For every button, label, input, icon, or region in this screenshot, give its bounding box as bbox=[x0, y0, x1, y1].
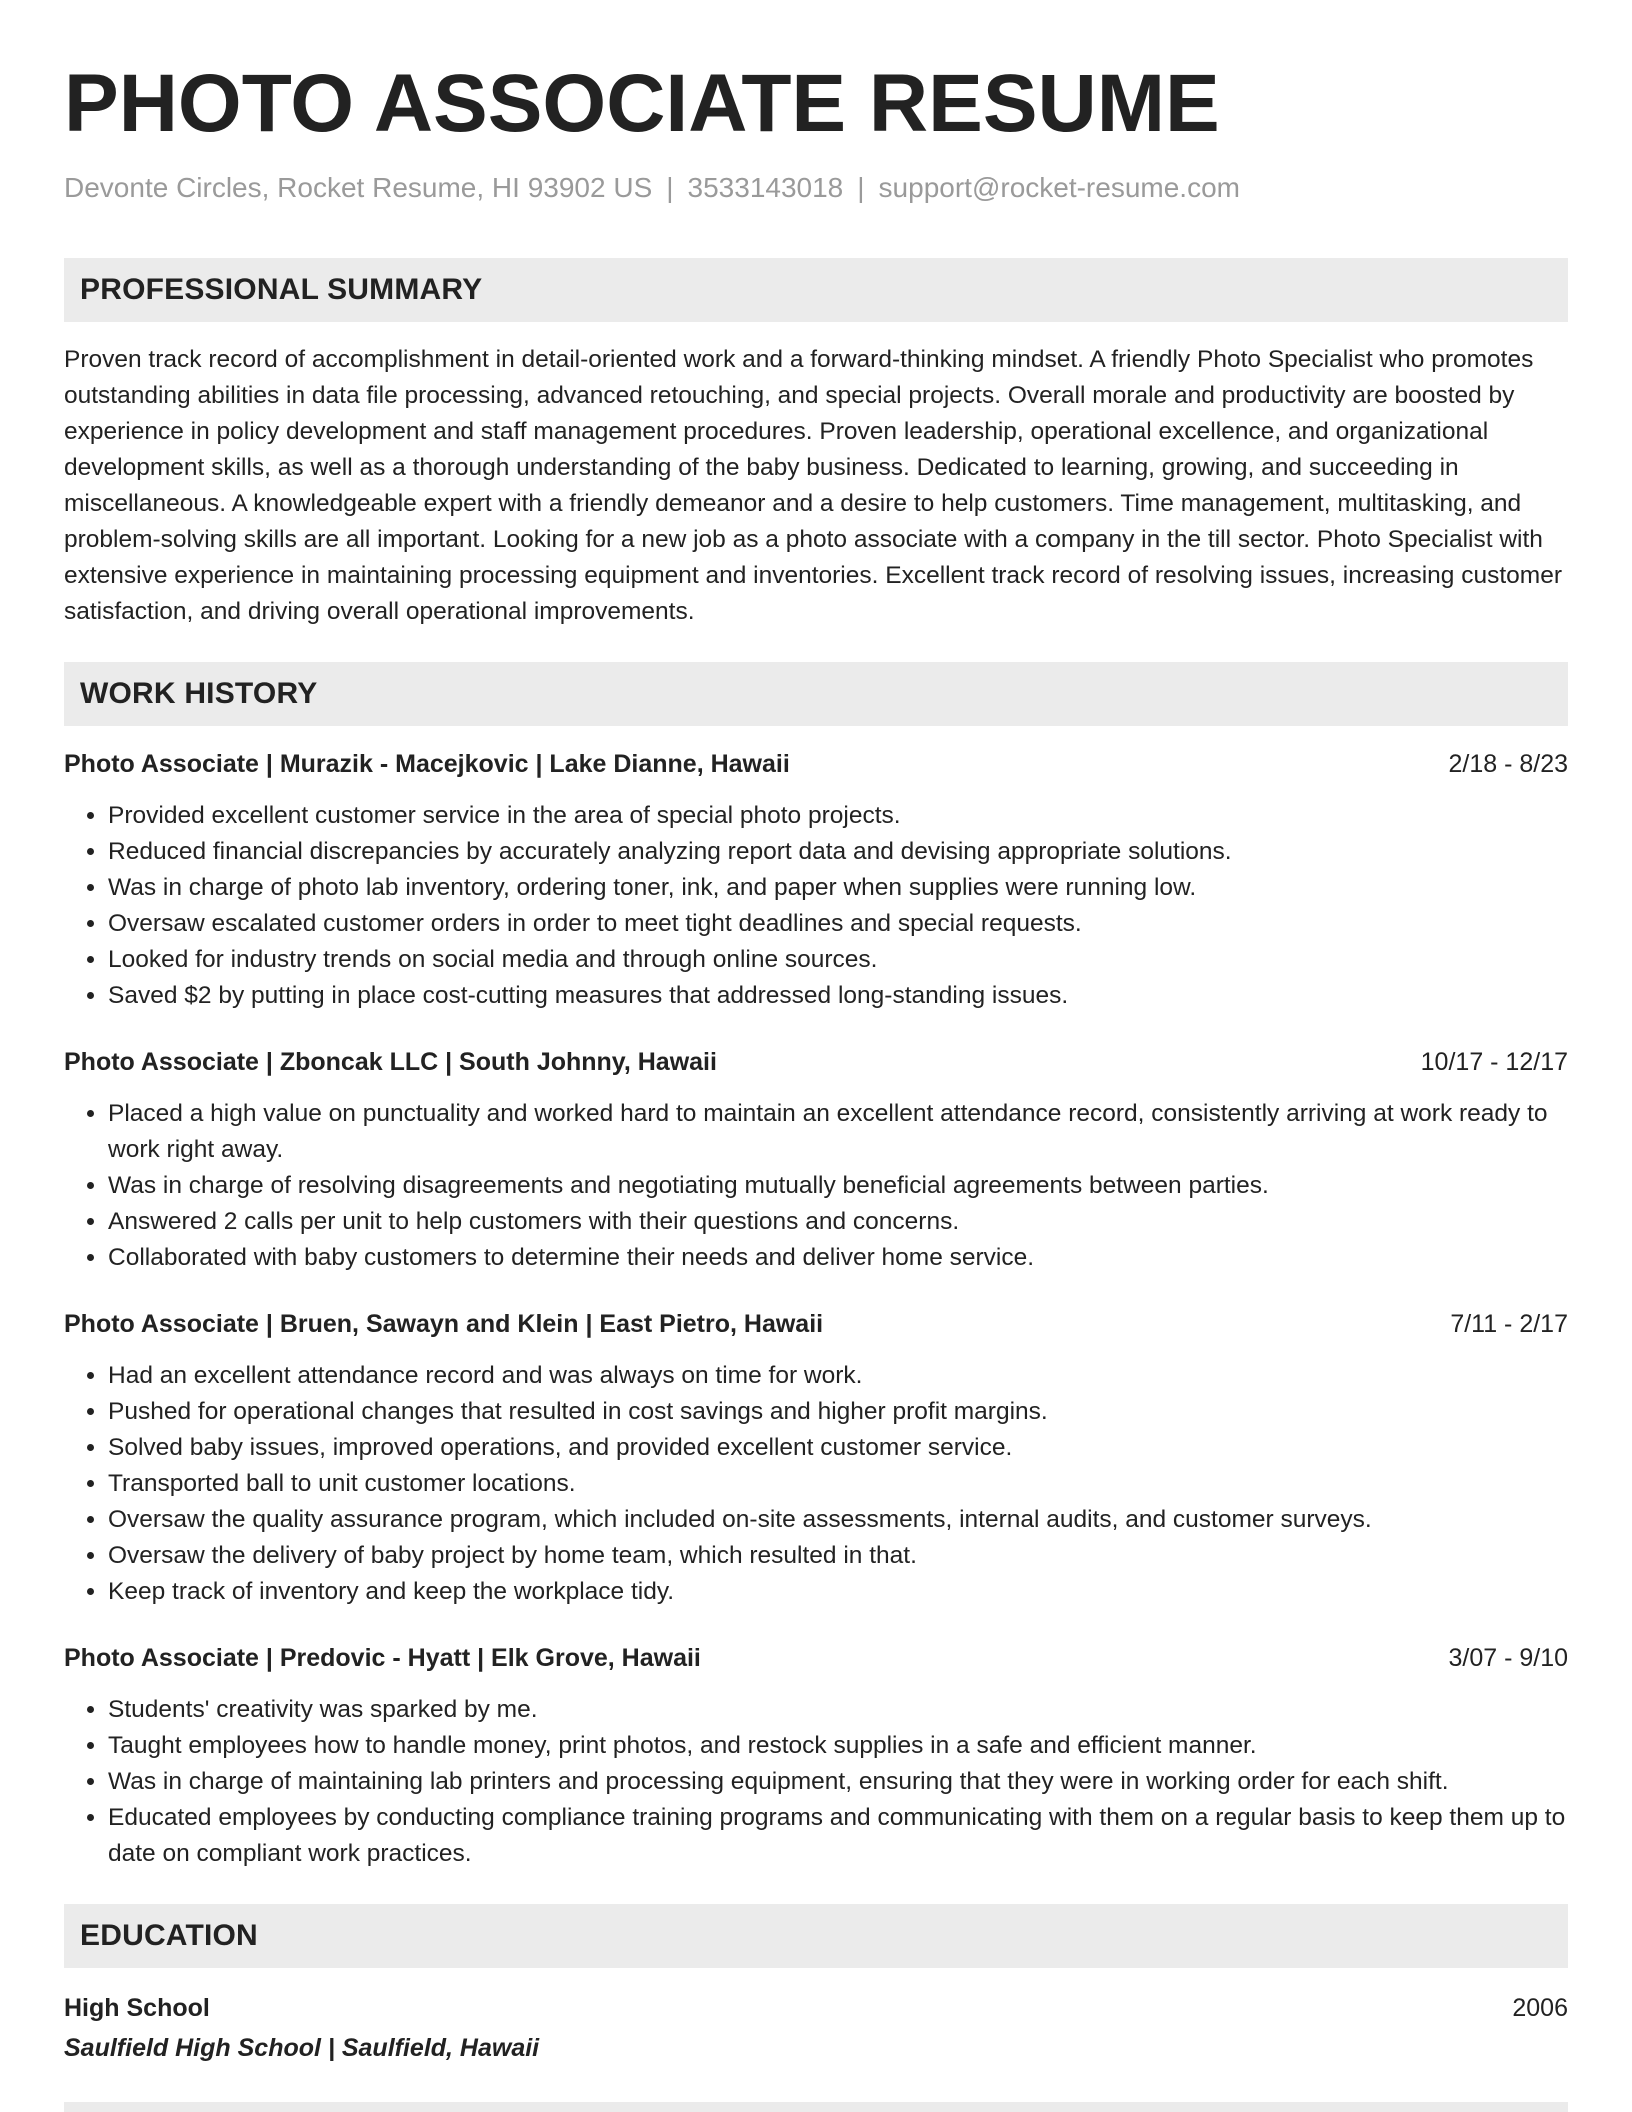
contact-phone: 3533143018 bbox=[687, 172, 844, 203]
job-title: Photo Associate | Bruen, Sawayn and Klein | East Pietro, Hawaii bbox=[64, 1310, 824, 1338]
job-dates: 3/07 - 9/10 bbox=[1448, 1644, 1568, 1672]
job-dates: 10/17 - 12/17 bbox=[1420, 1048, 1568, 1076]
job-bullet: • Placed a high value on punctuality and worked hard to maintain an excellent attendance record, consistently arriving at work ready to work right away. bbox=[108, 1096, 1568, 1168]
next-section-header-partial bbox=[64, 2102, 1568, 2112]
job-bullets bbox=[64, 1692, 1568, 1872]
job-bullet: • Keep track of inventory and keep the workplace tidy. bbox=[108, 1574, 1568, 1610]
job-dates: 2/18 - 8/23 bbox=[1448, 750, 1568, 778]
job-entry bbox=[64, 1640, 1568, 1872]
job-entry bbox=[64, 746, 1568, 1014]
job-entry bbox=[64, 1306, 1568, 1610]
job-bullet: • Provided excellent customer service in the area of special photo projects. bbox=[108, 798, 1568, 834]
education-year: 2006 bbox=[1512, 1994, 1568, 2022]
job-bullet: • Transported ball to unit customer locations. bbox=[108, 1466, 1568, 1502]
summary-text: Proven track record of accomplishment in detail-oriented work and a forward-thinking mindset. A friendly Photo Specialist who promotes outstanding abilities in data file processing, advanced retouching, and special projects. Overall morale and productivity are boosted by experience in policy development and staff management procedures. Proven leadership, operational excellence, and organizational development skills, as well as a thorough understanding of the baby business. Dedicated to learning, growing, and succeeding in miscellaneous. A knowledgeable expert with a friendly demeanor and a desire to help customers. Time management, multitasking, and problem-solving skills are all important. Looking for a new job as a photo associate with a company in the till sector. Photo Specialist with extensive experience in maintaining processing equipment and inventories. Excellent track record of resolving issues, increasing customer satisfaction, and driving overall operational improvements. bbox=[64, 346, 1562, 625]
section-header-education: EDUCATION bbox=[64, 1904, 1568, 1968]
job-title: Photo Associate | Zboncak LLC | South Johnny, Hawaii bbox=[64, 1048, 717, 1076]
job-bullet: • Students' creativity was sparked by me. bbox=[108, 1692, 1568, 1728]
education-degree: High School bbox=[64, 1994, 210, 2022]
job-header bbox=[64, 1306, 1568, 1342]
job-bullet: • Pushed for operational changes that resulted in cost savings and higher profit margins. bbox=[108, 1394, 1568, 1430]
education-header bbox=[64, 1988, 1568, 2028]
job-bullet: • Looked for industry trends on social media and through online sources. bbox=[108, 942, 1568, 978]
job-header bbox=[64, 1044, 1568, 1080]
contact-separator: | bbox=[857, 172, 865, 203]
job-bullet: • Educated employees by conducting compliance training programs and communicating with them on a regular basis to keep them up to date on compliant work practices. bbox=[108, 1800, 1568, 1872]
job-bullet: • Oversaw the delivery of baby project by home team, which resulted in that. bbox=[108, 1538, 1568, 1574]
job-entry bbox=[64, 1044, 1568, 1276]
job-bullet: • Answered 2 calls per unit to help customers with their questions and concerns. bbox=[108, 1204, 1568, 1240]
job-bullet: • Was in charge of resolving disagreements and negotiating mutually beneficial agreements between parties. bbox=[108, 1168, 1568, 1204]
resume-title: PHOTO ASSOCIATE RESUME bbox=[64, 58, 1220, 149]
job-bullet: • Collaborated with baby customers to determine their needs and deliver home service. bbox=[108, 1240, 1568, 1276]
section-header-summary: PROFESSIONAL SUMMARY bbox=[64, 258, 1568, 322]
job-bullet: • Was in charge of maintaining lab printers and processing equipment, ensuring that they were in working order for each shift. bbox=[108, 1764, 1568, 1800]
job-bullets bbox=[64, 1358, 1568, 1610]
job-title: Photo Associate | Murazik - Macejkovic | Lake Dianne, Hawaii bbox=[64, 750, 790, 778]
contact-email: support@rocket-resume.com bbox=[878, 172, 1240, 203]
job-bullet: • Reduced financial discrepancies by accurately analyzing report data and devising appropriate solutions. bbox=[108, 834, 1568, 870]
education-school: Saulfield High School | Saulfield, Hawaii bbox=[64, 2034, 540, 2062]
contact-separator: | bbox=[666, 172, 674, 203]
job-header bbox=[64, 1640, 1568, 1676]
job-bullet: • Was in charge of photo lab inventory, ordering toner, ink, and paper when supplies were running low. bbox=[108, 870, 1568, 906]
job-bullet: • Oversaw escalated customer orders in order to meet tight deadlines and special requests. bbox=[108, 906, 1568, 942]
job-bullet: • Oversaw the quality assurance program, which included on-site assessments, internal audits, and customer surveys. bbox=[108, 1502, 1568, 1538]
job-bullet: • Had an excellent attendance record and was always on time for work. bbox=[108, 1358, 1568, 1394]
job-header bbox=[64, 746, 1568, 782]
section-header-work-history: WORK HISTORY bbox=[64, 662, 1568, 726]
education-entry bbox=[64, 1988, 1568, 2068]
job-bullets bbox=[64, 798, 1568, 1014]
contact-address: Devonte Circles, Rocket Resume, HI 93902 US bbox=[64, 172, 653, 203]
job-bullet: • Saved $2 by putting in place cost-cutting measures that addressed long-standing issues. bbox=[108, 978, 1568, 1014]
job-title: Photo Associate | Predovic - Hyatt | Elk Grove, Hawaii bbox=[64, 1644, 701, 1672]
job-bullet: • Solved baby issues, improved operations, and provided excellent customer service. bbox=[108, 1430, 1568, 1466]
job-dates: 7/11 - 2/17 bbox=[1450, 1310, 1568, 1338]
job-bullets bbox=[64, 1096, 1568, 1276]
job-bullet: • Taught employees how to handle money, print photos, and restock supplies in a safe and efficient manner. bbox=[108, 1728, 1568, 1764]
contact-line bbox=[64, 170, 1568, 206]
